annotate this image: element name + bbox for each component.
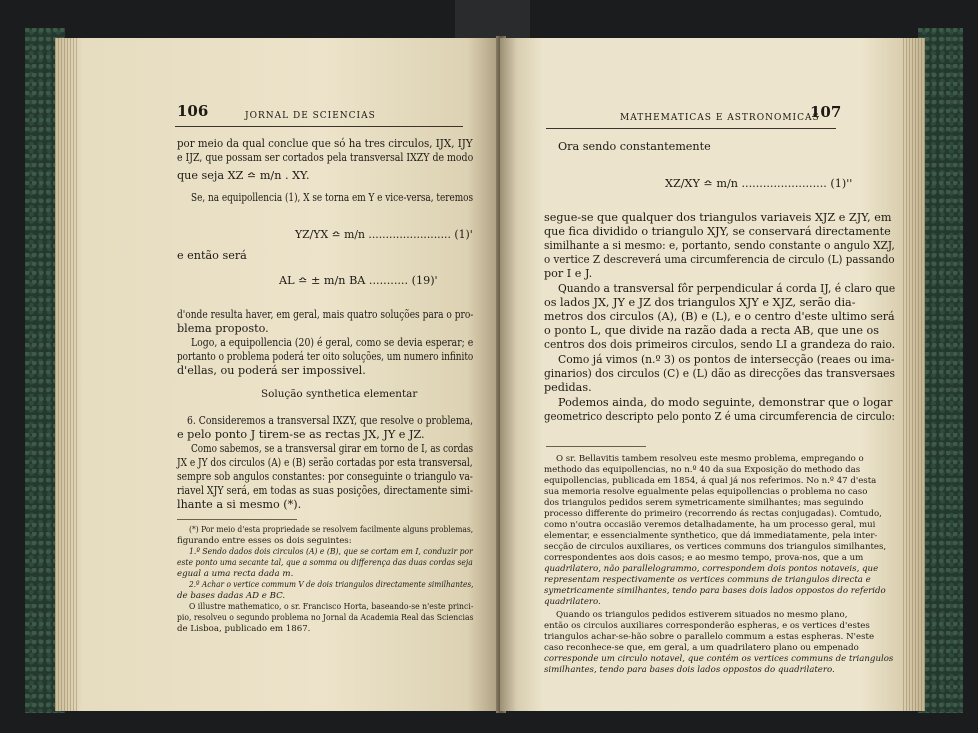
text-line: geometrico descripto pelo ponto Z é uma circumferencia de circulo: <box>544 410 895 423</box>
text-line: ginarios) dos circulos (C) e (L) dão as direcções das transversaes <box>544 367 895 380</box>
text-line: 6. Consideremos a transversal IXZY, que resolve o problema, <box>187 414 474 427</box>
text-line: Como sabemos, se a transversal girar em torno de I, as cordas <box>191 442 474 455</box>
head-rule <box>546 128 836 129</box>
text-line: e pelo ponto J tirem-se as rectas JX, JY e JZ. <box>177 428 425 441</box>
footnote-line: quadrilatero, não parallelogrammo, correspondem dois pontos notaveis, que <box>544 564 879 574</box>
text-line: similhante a si mesmo: e, portanto, sendo constante o angulo XZJ, <box>544 239 895 252</box>
text-line: riavel XJY será, em todas as suas posições, directamente simi- <box>177 484 474 497</box>
text-line: lhante a si mesmo (*). <box>177 498 302 511</box>
text-line: o vertice Z descreverá uma circumferencia de circulo (L) passando <box>544 253 895 266</box>
text-line: segue-se que qualquer dos triangulos variaveis XJZ e ZJY, em <box>544 211 892 224</box>
section-title: Solução synthetica elementar <box>261 388 418 400</box>
footnote-line: symetricamente similhantes, tendo para bases dois lados oppostos do referido <box>544 586 886 596</box>
text-line: que fica dividido o triangulo XJY, se conservará directamente <box>544 225 891 238</box>
text-line: por meio da qual conclue que só ha tres circulos, IJX, IJY <box>177 137 473 150</box>
footnote-line: (*) Por meio d'esta propriedade se resolvem facilmente alguns problemas, <box>189 525 474 535</box>
spine <box>455 0 530 40</box>
text-line: sempre sob angulos constantes: por conseguinte o triangulo va- <box>177 470 473 483</box>
footnote-line: equipollencias, publicada em 1854, á qual já nos referimos. No n.º 47 d'esta <box>544 476 877 486</box>
footnote-line: O illustre mathematico, o sr. Francisco Horta, baseando-se n'este princi- <box>189 602 474 612</box>
footnote-line: Quando os triangulos pedidos estiverem situados no mesmo plano, <box>556 610 848 620</box>
page-number: 106 <box>177 102 209 120</box>
text-line: d'onde resulta haver, em geral, mais quatro soluções para o pro- <box>177 308 474 321</box>
page-edges <box>903 38 925 711</box>
footnote-line: secção de circulos auxiliares, os vertices communs dos triangulos similhantes, <box>544 542 887 552</box>
footnote-line: figurando entre esses os dois seguintes: <box>177 536 352 546</box>
page-edges <box>55 38 77 711</box>
footnote-rule <box>177 519 297 520</box>
running-head: JORNAL DE SCIENCIAS <box>245 111 376 121</box>
text-line: pedidas. <box>544 381 592 394</box>
footnote-line: pio, resolveu o segundo problema no Jornal da Academia Real das Sciencias <box>177 613 474 623</box>
text-line: Se, na equipollencia (1), X se torna em Y e vice-versa, teremos <box>191 191 474 204</box>
text-line: Como já vimos (n.º 3) os pontos de intersecção (reaes ou ima- <box>558 353 895 366</box>
text-line: Logo, a equipollencia (20) é geral, como se devia esperar; e <box>191 336 474 349</box>
text-line: e então será <box>177 249 247 262</box>
footnote-line: este ponto uma secante tal, que a somma ou differença das duas cordas seja <box>177 558 473 568</box>
head-rule <box>175 126 463 127</box>
footnote-line: representam respectivamente os vertices communs de triangulos directa e <box>544 575 871 585</box>
footnote-line: dos triangulos pedidos serem symetricamente similhantes; mas seguindo <box>544 498 864 508</box>
text-line: por I e J. <box>544 267 593 280</box>
text-line: portanto o problema poderá ter oito soluções, um numero infinito <box>177 350 474 363</box>
text-line: e IJZ, que possam ser cortados pela transversal IXZY de modo <box>177 151 474 164</box>
footnote-line: caso reconhece-se que, em geral, a um quadrilatero plano ou empenado <box>544 643 859 653</box>
footnote-line: 2.º Achar o vertice commum V de dois triangulos directamente similhantes, <box>189 580 474 590</box>
footnote-line: triangulos achar-se-hão sobre o parallelo commum a estas espheras. N'este <box>544 632 875 642</box>
footnote-line: quadrilatero. <box>544 597 601 607</box>
equation: YZ/YX ≏ m/n ........................ (1)' <box>295 228 473 241</box>
footnote-line: processo differente do primeiro (recorrendo ás rectas conjugadas). Comtudo, <box>544 509 882 519</box>
equation: XZ/XY ≏ m/n ........................ (1)'' <box>665 177 853 190</box>
footnote-line: O sr. Bellavitis tambem resolveu este mesmo problema, empregando o <box>556 454 864 464</box>
footnote-line: como n'outra occasião veremos detalhadamente, ha um processo geral, mui <box>544 520 876 530</box>
text-line: que seja XZ ≏ m/n . XY. <box>177 169 310 182</box>
text-line: Ora sendo constantemente <box>558 140 711 153</box>
footnote-line: sua memoria resolve egualmente pelas equipollencias o problema no caso <box>544 487 868 497</box>
text-line: o ponto L, que divide na razão dada a recta AB, que une os <box>544 324 879 337</box>
footnote-line: de Lisboa, publicado em 1867. <box>177 624 311 634</box>
footnote-line: similhantes, tendo para bases dois lados oppostos do quadrilatero. <box>544 665 835 675</box>
footnote-line: elementar, e essencialmente synthetico, que dá immediatamente, pela inter- <box>544 531 878 541</box>
equation: AL ≏ ± m/n BA ........... (19)' <box>279 274 438 287</box>
text-line: Podemos ainda, do modo seguinte, demonstrar que o logar <box>558 396 893 409</box>
footnote-line: egual a uma recta dada m. <box>177 569 294 579</box>
text-line: os lados JX, JY e JZ dos triangulos XJY e XJZ, serão dia- <box>544 296 856 309</box>
right-page <box>500 38 925 711</box>
text-line: JX e JY dos circulos (A) e (B) serão cortadas por esta transversal, <box>177 456 473 469</box>
text-line: metros dos circulos (A), (B) e (L), e o centro d'este ultimo será <box>544 310 895 323</box>
text-line: d'ellas, ou poderá ser impossivel. <box>177 364 366 377</box>
footnote-line: então os circulos auxiliares corresponderão espheras, e os vertices d'estes <box>544 621 870 631</box>
footnote-line: de bases dadas AD e BC. <box>177 591 286 601</box>
footnote-line: 1.º Sendo dados dois circulos (A) e (B), que se cortam em I, conduzir por <box>189 547 473 557</box>
left-page <box>55 38 503 711</box>
footnote-rule <box>546 446 646 447</box>
text-line: centros dos dois primeiros circulos, sendo LI a grandeza do raio. <box>544 338 896 351</box>
footnote-line: methodo das equipollencias, no n.º 40 da sua Exposição do methodo das <box>544 465 861 475</box>
text-line: Quando a transversal fôr perpendicular á corda IJ, é claro que <box>558 282 896 295</box>
footnote-line: corresponde um circulo notavel, que contém os vertices communs de triangulos <box>544 654 894 664</box>
page-number: 107 <box>810 103 842 121</box>
footnote-line: correspondentes aos dois casos; e ao mesmo tempo, prova-nos, que a um <box>544 553 864 563</box>
text-line: blema proposto. <box>177 322 269 335</box>
running-head: MATHEMATICAS E ASTRONOMICAS <box>620 113 820 123</box>
